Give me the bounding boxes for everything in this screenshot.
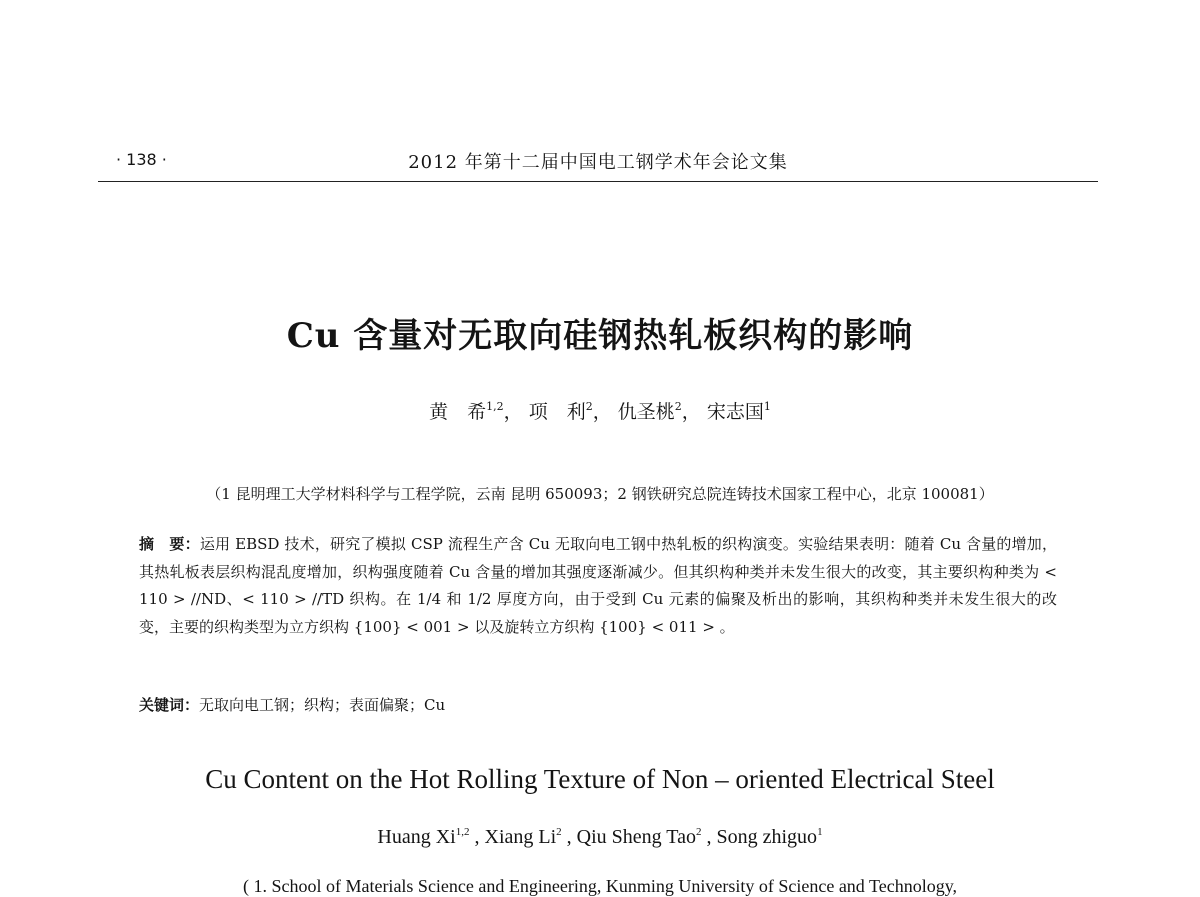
chinese-title: Cu 含量对无取向硅钢热轧板织构的影响: [286, 316, 914, 356]
running-head: [98, 148, 1098, 178]
author-affiliation-mark: 1: [817, 826, 823, 838]
author-name: 项 利: [528, 401, 586, 423]
author-separator: ，: [592, 401, 612, 423]
author-separator: ,: [561, 826, 577, 848]
abstract-text: 运用 EBSD 技术，研究了模拟 CSP 流程生产含 Cu 无取向电工钢中热轧板的织构演变。实验结果表明：随着 Cu 含量的增加，其热轧板表层织构混乱度增加，织构强度随着 Cu 含量的增加其强度逐渐减少。但其织构种类并未发生很大的改变，其主要织构种类为 < 110 > //ND、< 110 > //TD 织构。在 1/4 和 1/2 厚度方向，由于受到 Cu 元素的偏聚及析出的影响，其织构种类并未发生很大的改变，主要的织构类型为立方织构 {100} < 001 > 以及旋转立方织构 {100} < 011 > 。: [139, 535, 1057, 636]
author-affiliation-mark: 1: [763, 400, 771, 413]
author-name: Xiang Li: [484, 826, 557, 848]
author-name: Qiu Sheng Tao: [576, 826, 696, 848]
author-separator: ，: [681, 401, 701, 423]
keywords: [139, 694, 1057, 715]
author-affiliation-mark: 1,2: [455, 826, 470, 838]
abstract-label: 摘 要：: [139, 535, 200, 553]
chinese-authors: [0, 397, 1200, 424]
author-separator: ,: [701, 826, 717, 848]
author-name: Song zhiguo: [716, 826, 818, 848]
chinese-affiliation: （1 昆明理工大学材料科学与工程学院，云南 昆明 650093；2 钢铁研究总院连铸技术国家工程中心，北京 100081）: [206, 485, 994, 503]
author-affiliation-mark: 2: [696, 826, 702, 838]
page-number: · 138 ·: [116, 150, 167, 169]
author-separator: ，: [503, 401, 523, 423]
author-affiliation-mark: 2: [674, 400, 682, 413]
author-affiliation-mark: 1,2: [486, 400, 504, 413]
author-affiliation-mark: 2: [556, 826, 562, 838]
abstract: [139, 531, 1057, 641]
author-name: Huang Xi: [377, 826, 456, 848]
english-affiliation: ( 1. School of Materials Science and Engineering, Kunming University of Science and Technology,: [242, 876, 958, 896]
english-authors: [0, 826, 1200, 849]
keywords-label: 关键词：: [139, 696, 200, 714]
header-rule: [98, 181, 1098, 182]
journal-title: 2012 年第十二届中国电工钢学术年会论文集: [408, 152, 788, 173]
author-separator: ,: [469, 826, 485, 848]
keywords-text: 无取向电工钢；织构；表面偏聚；Cu: [199, 696, 446, 714]
author-name: 仇圣桃: [617, 401, 675, 423]
english-title: Cu Content on the Hot Rolling Texture of Non – oriented Electrical Steel: [205, 764, 995, 794]
author-name: 宋志国: [706, 401, 764, 423]
author-affiliation-mark: 2: [585, 400, 593, 413]
author-name: 黄 希: [429, 401, 487, 423]
